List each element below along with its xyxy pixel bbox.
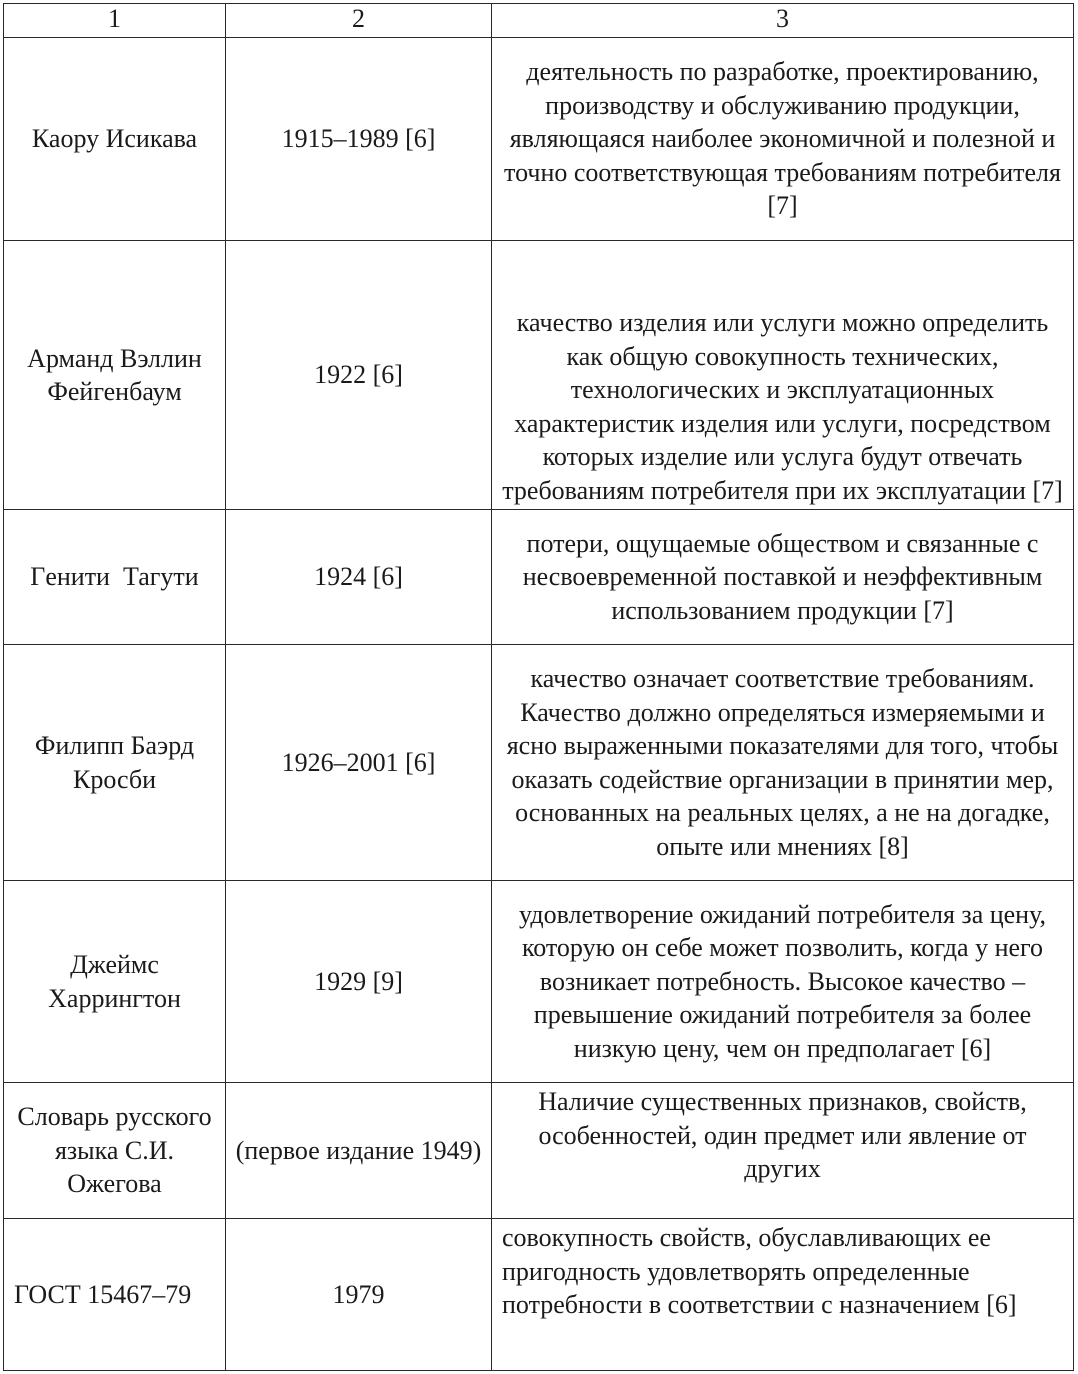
definition-cell: качество изделия или услуги можно определить как общую совокупность технических, технологических и эксплуатационных характеристик изделия или услуги, посредством которых изделие или услуга будут отвечать требованиям потребителя при их эксплуатации [7] [492, 241, 1074, 510]
years-cell: 1929 [9] [226, 881, 492, 1083]
years-cell: 1922 [6] [226, 241, 492, 510]
author-cell: Гeнити Тагути [4, 510, 226, 645]
years-cell: 1924 [6] [226, 510, 492, 645]
years-cell: 1979 [226, 1219, 492, 1371]
header-cell-3: 3 [492, 4, 1074, 38]
table-row [4, 38, 1074, 241]
author-cell: Арманд Вэллин Фейгенбаум [4, 241, 226, 510]
definitions-table [3, 3, 1074, 1371]
years-cell: 1915–1989 [6] [226, 38, 492, 241]
author-cell: Филипп Баэрд Кросби [4, 645, 226, 881]
table-row [4, 1219, 1074, 1371]
author-cell: Каору Исикава [4, 38, 226, 241]
years-cell: (первое издание 1949) [226, 1083, 492, 1219]
header-cell-2: 2 [226, 4, 492, 38]
definition-cell: качество означает соответствие требованиям. Качество должно определяться измеряемыми и ясно выраженными показателями для того, чтобы оказать содействие организации в принятии мер, основанных на реальных целях, а не на догадке, опыте или мнениях [8] [492, 645, 1074, 881]
table-row [4, 645, 1074, 881]
definition-cell: совокупность свойств, обуславливающих ее пригодность удовлетворять определенные потребности в соответствии с назначением [6] [492, 1219, 1074, 1371]
table-header-row [4, 4, 1074, 38]
author-cell: Джеймс Харрингтон [4, 881, 226, 1083]
years-cell: 1926–2001 [6] [226, 645, 492, 881]
table-row [4, 241, 1074, 510]
definition-cell: деятельность по разработке, проектированию, производству и обслуживанию продукции, являющаяся наиболее экономичной и полезной и точно соответствующая требованиям потребителя [7] [492, 38, 1074, 241]
definition-cell: Наличие существенных признаков, свойств, особенностей, один предмет или явление от других [492, 1083, 1074, 1219]
header-cell-1: 1 [4, 4, 226, 38]
table-row [4, 881, 1074, 1083]
definition-cell: потери, ощущаемые обществом и связанные с несвоевременной поставкой и неэффективным использованием продукции [7] [492, 510, 1074, 645]
author-cell: ГОСТ 15467–79 [4, 1219, 226, 1371]
table-row [4, 1083, 1074, 1219]
author-cell: Словарь русского языка С.И. Ожегова [4, 1083, 226, 1219]
table-row [4, 510, 1074, 645]
definition-cell: удовлетворение ожиданий потребителя за цену, которую он себе может позволить, когда у него возникает потребность. Высокое качество – превышение ожиданий потребителя за более низкую цену, чем он предполагает [6] [492, 881, 1074, 1083]
